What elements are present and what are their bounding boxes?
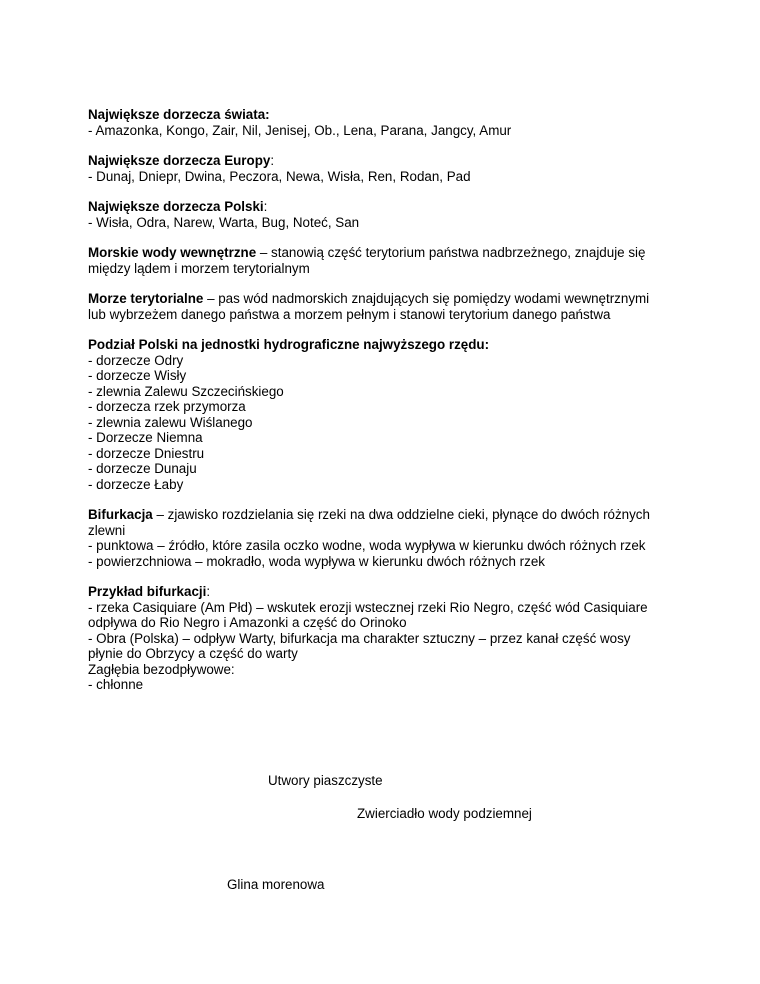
definition-continuation: lub wybrzeżem danego państwa a morzem pełnym i stanowi terytorium danego państwa xyxy=(88,306,611,322)
list-item: - Wisła, Odra, Narew, Warta, Bug, Noteć, San xyxy=(88,214,360,230)
section-heading: Największe dorzecza Europy xyxy=(88,153,271,168)
text-line: - rzeka Casiquiare (Am Płd) – wskutek erozji wstecznej rzeki Rio Negro, część wód Casiquiare xyxy=(88,599,648,615)
text-line: - Obra (Polska) – odpływ Warty, bifurkacja ma charakter sztuczny – przez kanał część wosy xyxy=(88,630,631,646)
section-bifurcation-example: Przykład bifurkacji: - rzeka Casiquiare (Am Płd) – wskutek erozji wstecznej rzeki Rio Negro, część wód Casiquiare odpływa do Rio Negro i Amazonki a część do Orinoko - Obra (Polska) – odpływ Warty, bifurkacja ma charakter sztuczny – przez kanał część wosy płynie do Obrzycy a część do warty Zagłębia bezodpływowe: - chłonne xyxy=(88,584,688,693)
list-item: - dorzecze Odry xyxy=(88,352,184,368)
definition: – stanowią część terytorium państwa nadbrzeżnego, znajduje się xyxy=(256,245,646,260)
term: Morskie wody wewnętrzne xyxy=(88,245,257,260)
list-item: - dorzecze Wisły xyxy=(88,368,187,383)
term: Morze terytorialne xyxy=(88,291,204,306)
section-bifurcation xyxy=(88,507,688,569)
section-heading: Przykład bifurkacji xyxy=(88,584,207,599)
section-territorial-sea xyxy=(88,291,688,322)
list-item: - Dorzecze Niemna xyxy=(88,430,203,445)
list-item: - dorzecze Łaby xyxy=(88,476,184,492)
document-body xyxy=(88,107,688,708)
list-item: - dorzecze Dunaju xyxy=(88,461,197,476)
list-item: - punktowa – źródło, które zasila oczko wodne, woda wypływa w kierunku dwóch różnych rzek xyxy=(88,538,646,553)
diagram-label-clay: Glina morenowa xyxy=(227,877,325,892)
section-heading: Największe dorzecza świata: xyxy=(88,107,270,122)
text-line: odpływa do Rio Negro i Amazonki a część do Orinoko xyxy=(88,615,407,630)
definition-continuation: między lądem i morzem terytorialnym xyxy=(88,260,310,276)
section-inland-waters xyxy=(88,245,688,276)
list-item: - Dunaj, Dniepr, Dwina, Peczora, Newa, Wisła, Ren, Rodan, Pad xyxy=(88,168,471,184)
text-line: - chłonne xyxy=(88,677,144,692)
section-world-basins xyxy=(88,107,688,138)
text-line: płynie do Obrzycy a część do warty xyxy=(88,646,298,661)
list-item: - dorzecza rzek przymorza xyxy=(88,399,246,414)
section-hydro-division xyxy=(88,337,688,492)
section-europe-basins: Największe dorzecza Europy: - Dunaj, Dniepr, Dwina, Peczora, Newa, Wisła, Ren, Rodan, Pad xyxy=(88,153,688,184)
list-item: - Amazonka, Kongo, Zair, Nil, Jenisej, Ob., Lena, Parana, Jangcy, Amur xyxy=(88,122,512,138)
definition-continuation: zlewni xyxy=(88,522,126,538)
definition: – pas wód nadmorskich znajdujących się pomiędzy wodami wewnętrznymi xyxy=(203,291,650,306)
text-line: Zagłębia bezodpływowe: xyxy=(88,661,235,677)
list-item: - zlewnia zalewu Wiślanego xyxy=(88,414,253,430)
term: Bifurkacja xyxy=(88,507,153,522)
definition: – zjawisko rozdzielania się rzeki na dwa oddzielne cieki, płynące do dwóch różnych xyxy=(152,507,650,522)
list-item: - powierzchniowa – mokradło, woda wypływa w kierunku dwóch różnych rzek xyxy=(88,553,545,569)
section-heading: Największe dorzecza Polski xyxy=(88,199,264,214)
section-poland-basins: Największe dorzecza Polski: - Wisła, Odra, Narew, Warta, Bug, Noteć, San xyxy=(88,199,688,230)
diagram-label-water-table: Zwierciadło wody podziemnej xyxy=(357,806,532,821)
list-item: - dorzecze Dniestru xyxy=(88,445,205,461)
diagram-label-sands: Utwory piaszczyste xyxy=(268,773,383,788)
section-heading: Podział Polski na jednostki hydrograficzne najwyższego rzędu: xyxy=(88,337,490,352)
list-item: - zlewnia Zalewu Szczecińskiego xyxy=(88,383,284,399)
